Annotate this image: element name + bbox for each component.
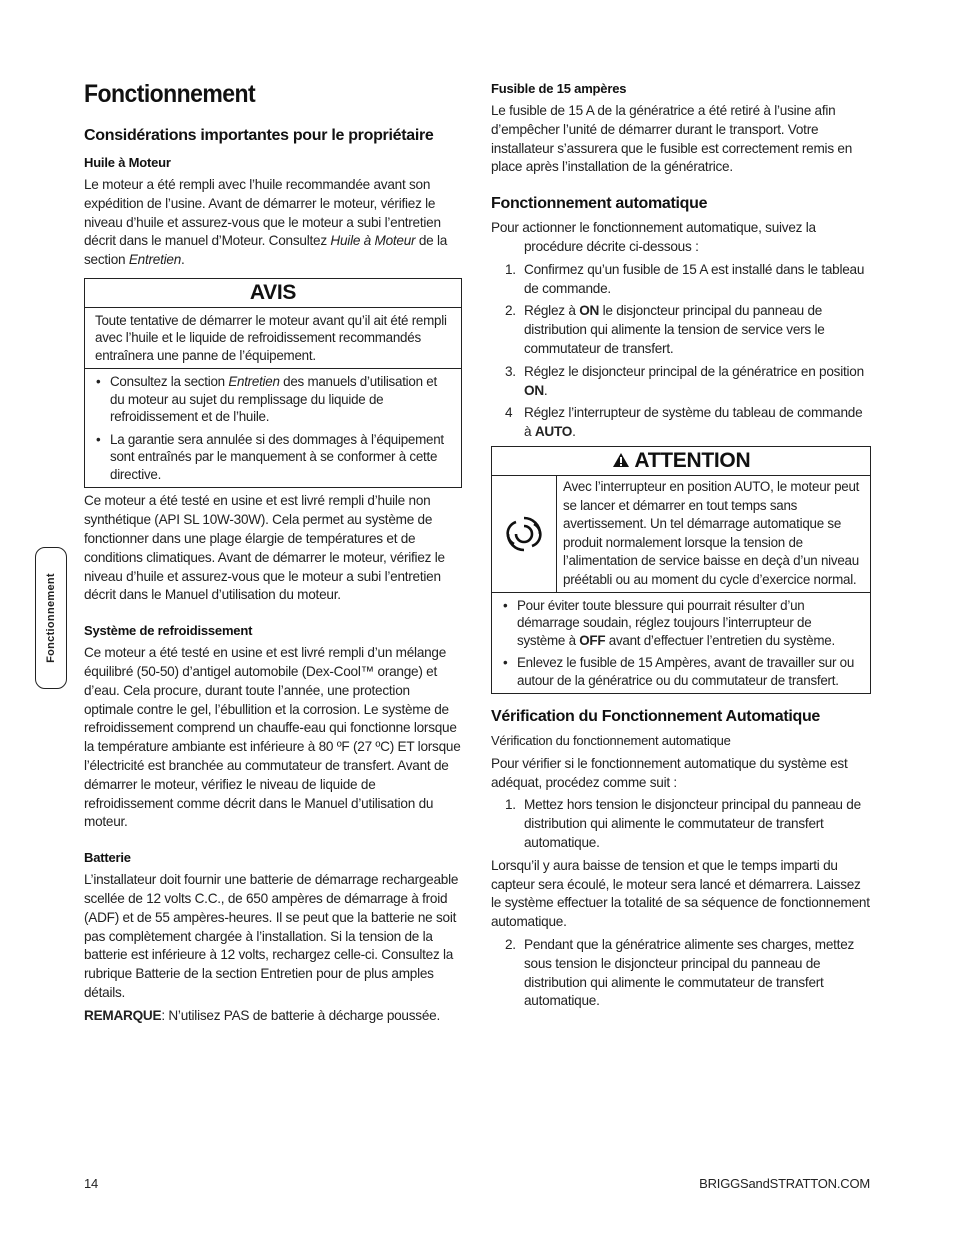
side-tab-label: Fonctionnement [45, 573, 57, 663]
subheading-batterie: Batterie [84, 850, 131, 866]
left-column [84, 78, 462, 1026]
verification-step-list [491, 796, 871, 852]
section-heading-considerations: Considérations importantes pour le propriétaire [84, 127, 434, 144]
subheading-huile: Huile à Moteur [84, 155, 171, 170]
auto-step: 4 Réglez l’interrupteur de système du tableau de commande à AUTO. [505, 405, 863, 440]
verification-step: 2. Pendant que la génératrice alimente ses charges, mettez sous tension le disjoncteur principal du panneau de distribution qui alimente le commutateur de transfert automatique. [505, 936, 855, 1009]
paragraph-verification-intro: Pour vérifier si le fonctionnement automatique du système est adéquat, procédez comme suit : [491, 755, 848, 790]
attention-bullet: • Pour éviter toute blessure qui pourrait résulter d’un démarrage soudain, réglez toujours l’interrupteur de système à OFF avant d’effectuer l’entretien du système. [502, 597, 860, 650]
subheading-fusible: Fusible de 15 ampères [491, 81, 627, 96]
attention-bullet: • Enlevez le fusible de 15 Ampères, avant de travailler sur ou autour de la génératrice ou du commutateur de transfert. [502, 654, 860, 689]
footer-website: BRIGGSandSTRATTON.COM [699, 1176, 870, 1191]
auto-step: 3. Réglez le disjoncteur principal de la génératrice en position ON. [505, 363, 864, 398]
paragraph-fusible: Le fusible de 15 A de la génératrice a été retiré à l’usine afin d’empêcher l’unité de démarrer durant le transport. Votre installateur s’assurera que le fusible est correctement remis en place après l’installation de la génératrice. [491, 103, 853, 175]
auto-start-rotation-icon [492, 476, 557, 592]
avis-bullets [85, 369, 461, 487]
paragraph-verification-subtitle: Vérification du fonctionnement automatique [491, 733, 731, 749]
avis-title: AVIS [85, 279, 461, 308]
paragraph-auto-intro: Pour actionner le fonctionnement automatique, suivez la procédure décrite ci-dessous : [491, 220, 816, 254]
paragraph-huile-synthetique: Ce moteur a été testé en usine et est livré rempli d’huile non synthétique (API SL 10W-30W). Cela permet au système de fonctionner dans une plage élargie de températures et de conditions climatiques. Avant de démarrer le moteur, vérifiez le niveau d’huile et assurez-vous que le moteur a subi l’entretien décrit dans le Manuel d’utilisation du moteur. [84, 493, 445, 603]
section-side-tab [35, 547, 67, 689]
paragraph-huile-intro: Le moteur a été rempli avec l’huile recommandée avant son expédition de l’usine. Avant de démarrer le moteur, vérifiez le niveau d’huile et assurez-vous que le moteur a subi l’entretien décrit dans le manuel d’Moteur. Consultez Huile à Moteur de la section Entretien. [84, 177, 448, 268]
right-column [491, 78, 871, 1015]
page-number: 14 [84, 1176, 99, 1191]
ref-huile-moteur: Huile à Moteur [330, 233, 416, 249]
verification-step-list-2 [491, 936, 871, 1011]
avis-bullet: • La garantie sera annulée si des dommages à l’équipement sont entraînés par le manquement à se conformer à cette directive. [95, 431, 451, 484]
avis-notice-box [84, 278, 462, 489]
attention-title: ATTENTION [492, 447, 870, 476]
attention-body: Avec l’interrupteur en position AUTO, le moteur peut se lancer et démarrer en tout temps sans avertissement. Un tel démarrage automatique se produit normalement lorsque la tension de l’alimentation de service baisse en deçà d’un niveau préétabli ou au moment du cycle d’exercice normal. [563, 478, 860, 587]
section-heading-verification: Vérification du Fonctionnement Automatique [491, 708, 821, 726]
paragraph-batterie: L’installateur doit fournir une batterie de démarrage rechargeable scellée de 12 volts C.C., de 650 ampères de démarrage à froid (ADF) et de 55 ampères-heures. Il se peut que la batterie ne soit pas complètement chargée à l’installation. Si la tension de la batterie est inférieure à 12 volts, rechargez celle-ci. Consultez la rubrique Batterie de la section Entretien pour de plus amples détails. [84, 872, 459, 1001]
attention-body-row [492, 476, 870, 593]
section-heading-fonctionnement-automatique: Fonctionnement automatique [491, 195, 708, 213]
remarque-note: REMARQUE: N’utilisez PAS de batterie à décharge poussée. [84, 1007, 440, 1023]
verification-step: 1. Mettez hors tension le disjoncteur principal du panneau de distribution qui alimente le commutateur de transfert automatique. [505, 797, 861, 850]
paragraph-verification-mid: Lorsqu’il y aura baisse de tension et que le temps imparti du capteur sera écoulé, le moteur sera lancé et démarrera. Laissez le système effectuer la totalité de sa séquence de fonctionnement automatique. [491, 857, 870, 930]
subheading-refroidissement: Système de refroidissement [84, 623, 253, 639]
attention-bullets [492, 593, 870, 694]
auto-step: 2. Réglez à ON le disjoncteur principal du panneau de distribution qui alimente la tension de service vers le commutateur de transfert. [505, 303, 825, 356]
avis-bullet: • Consultez la section Entretien des manuels d’utilisation et du moteur au sujet du remplissage du liquide de refroidissement et de l’huile. [95, 373, 451, 426]
attention-warning-box [491, 446, 871, 694]
avis-body: Toute tentative de démarrer le moteur avant qu’il ait été rempli avec l’huile et le liquide de refroidissement recommandés entraînera une panne de l’équipement. [85, 308, 461, 370]
warning-triangle-icon [612, 449, 635, 472]
auto-steps-list [491, 261, 871, 442]
auto-step: 1. Confirmez qu’un fusible de 15 A est installé dans le tableau de commande. [505, 261, 865, 296]
paragraph-refroidissement: Ce moteur a été testé en usine et est livré rempli d’un mélange équilibré (50-50) d’antigel automobile (Dex-Cool™ orange) et d’eau. Cela procure, durant toute l’année, une protection optimale contre le gel, l’ébullition et la corrosion. Le système de refroidissement comprend un chauffe-eau qui fonctionne lorsque la température ambiante est inférieure à 80 ºF (27 ºC) ET lorsque l’électricité est branchée au commutateur de transfert. Avant de démarrer le moteur, vérifiez le niveau de liquide de refroidissement comme décrit dans le Manuel d’utilisation du moteur. [84, 645, 461, 830]
page-title: Fonctionnement [84, 80, 256, 108]
ref-entretien: Entretien [128, 252, 182, 268]
